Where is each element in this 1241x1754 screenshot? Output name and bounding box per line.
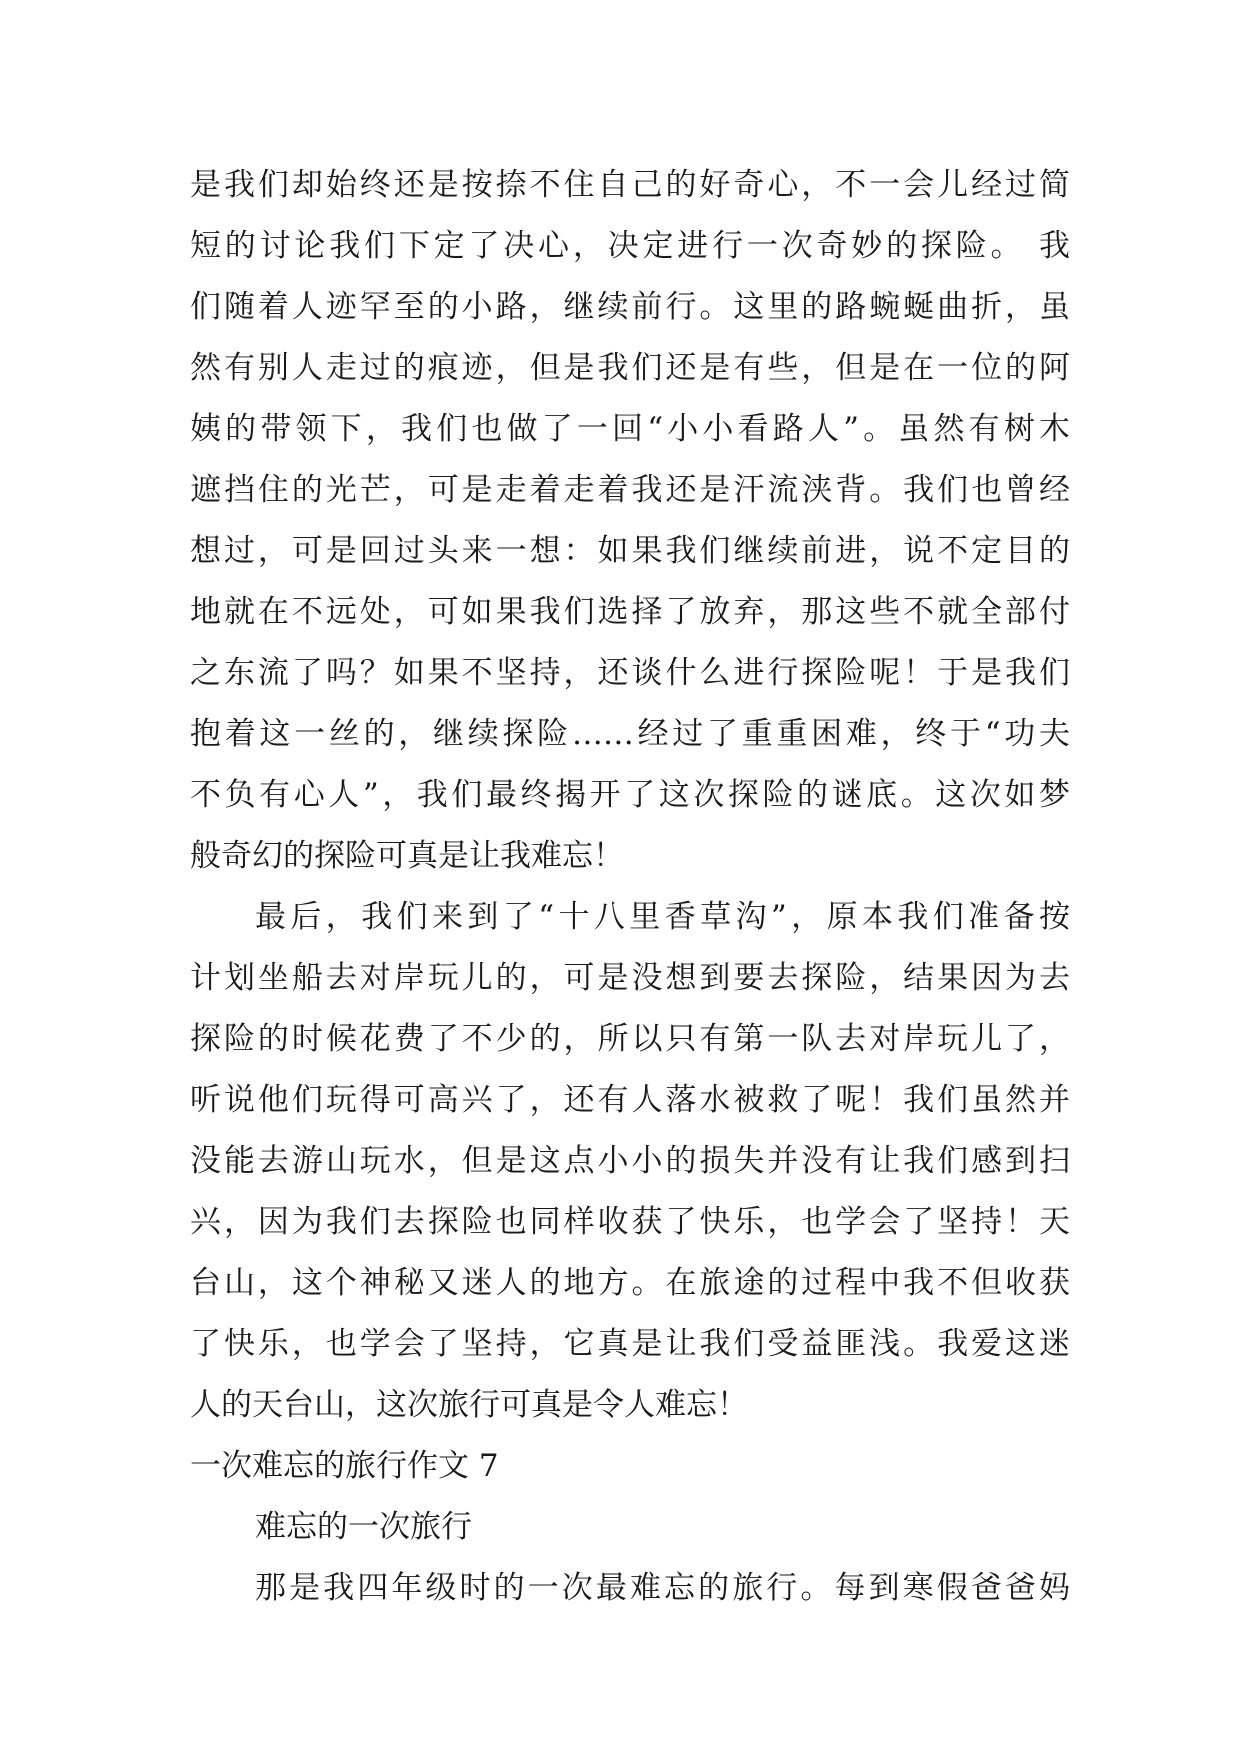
text-line: 探险的时候花费了不少的，所以只有第一队去对岸玩儿了， [190, 1021, 1070, 1057]
text-line: 遮挡住的光芒，可是走着走着我还是汗流浃背。我们也曾经 [190, 472, 1070, 508]
text-line: 那是我四年级时的一次最难忘的旅行。每到寒假爸爸妈 [255, 1570, 1070, 1606]
text-line: 短的讨论我们下定了决心，决定进行一次奇妙的探险。 我 [190, 228, 1070, 264]
article-title: 难忘的一次旅行 [255, 1509, 472, 1545]
section-heading: 一次难忘的旅行作文 7 [190, 1448, 499, 1484]
text-line: 般奇幻的探险可真是让我难忘！ [190, 838, 624, 874]
text-line: 人的天台山，这次旅行可真是令人难忘！ [190, 1387, 748, 1423]
text-line: 们随着人迹罕至的小路，继续前行。这里的路蜿蜒曲折，虽 [190, 289, 1070, 325]
text-line: 姨的带领下，我们也做了一回“小小看路人”。虽然有树木 [190, 411, 1070, 447]
text-line: 了快乐，也学会了坚持，它真是让我们受益匪浅。我爱这迷 [190, 1326, 1070, 1362]
text-line: 是我们却始终还是按捺不住自己的好奇心，不一会儿经过简 [190, 167, 1070, 203]
text-line: 兴，因为我们去探险也同样收获了快乐，也学会了坚持！天 [190, 1204, 1070, 1240]
text-line: 计划坐船去对岸玩儿的，可是没想到要去探险，结果因为去 [190, 960, 1070, 996]
text-line: 地就在不远处，可如果我们选择了放弃，那这些不就全部付 [190, 594, 1070, 630]
text-line: 不负有心人”，我们最终揭开了这次探险的谜底。这次如梦 [190, 777, 1070, 813]
text-line: 想过，可是回过头来一想：如果我们继续前进，说不定目的 [190, 533, 1070, 569]
text-line: 抱着这一丝的，继续探险……经过了重重困难，终于“功夫 [190, 716, 1070, 752]
text-line: 听说他们玩得可高兴了，还有人落水被救了呢！我们虽然并 [190, 1082, 1070, 1118]
text-line: 台山，这个神秘又迷人的地方。在旅途的过程中我不但收获 [190, 1265, 1070, 1301]
text-line: 没能去游山玩水，但是这点小小的损失并没有让我们感到扫 [190, 1143, 1070, 1179]
text-line: 最后，我们来到了“十八里香草沟”，原本我们准备按 [255, 899, 1070, 935]
text-line: 之东流了吗？如果不坚持，还谈什么进行探险呢！于是我们 [190, 655, 1070, 691]
text-line: 然有别人走过的痕迹，但是我们还是有些，但是在一位的阿 [190, 350, 1070, 386]
